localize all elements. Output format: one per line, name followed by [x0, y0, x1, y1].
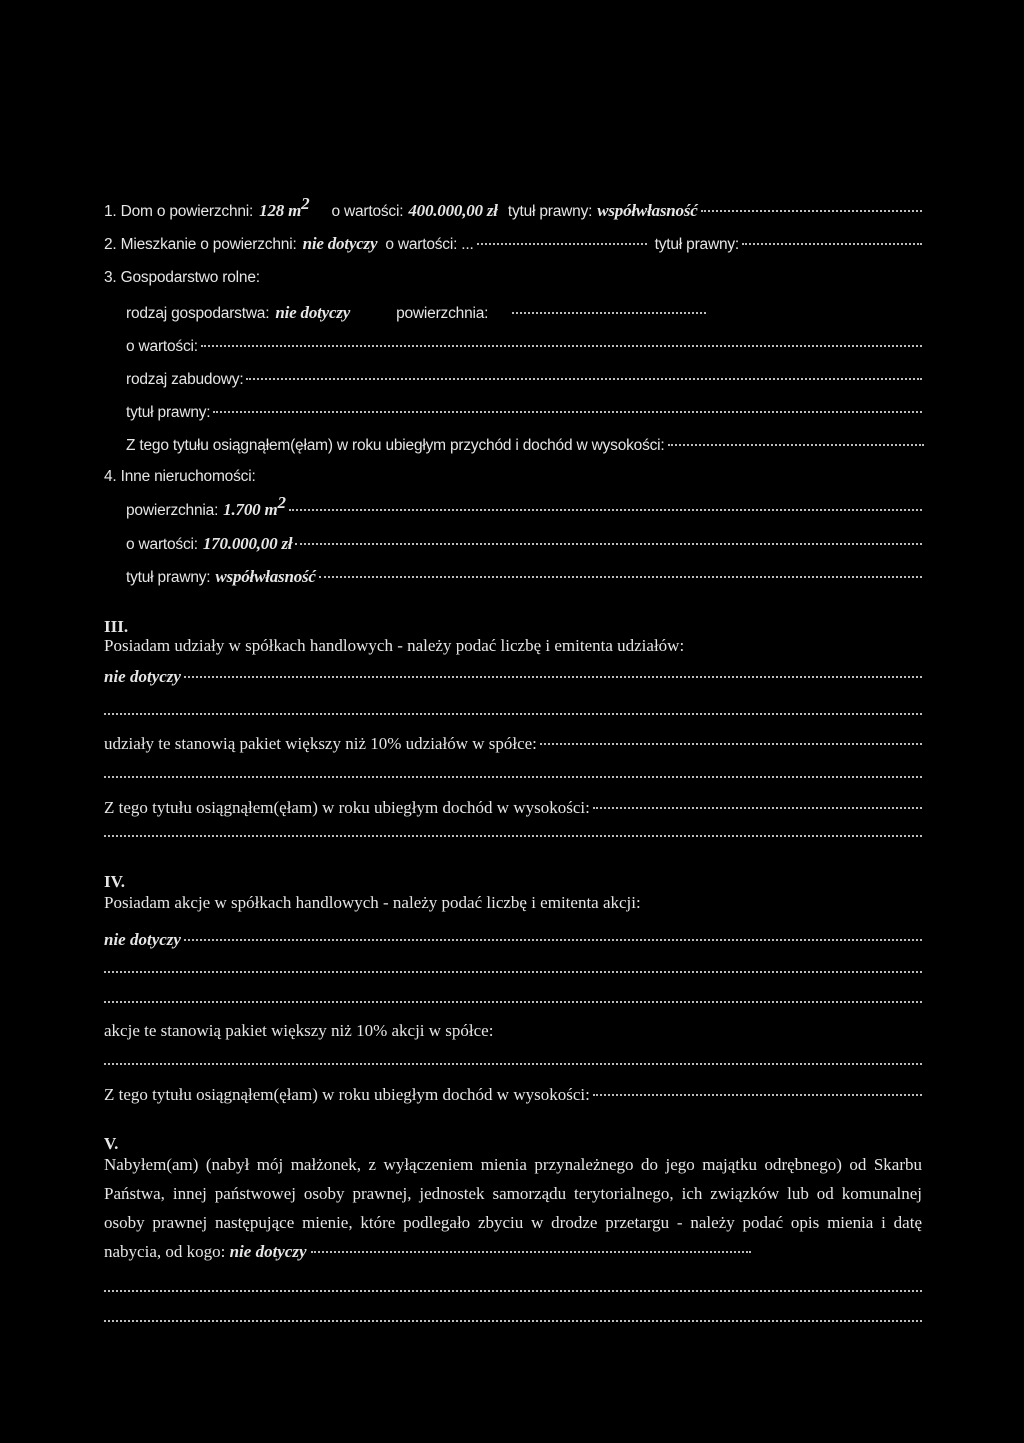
- farm-type-label: rodzaj gospodarstwa:: [126, 305, 270, 322]
- section-v-paragraph: [104, 1150, 922, 1266]
- dotted-line: [104, 971, 922, 973]
- section-iv-answer: nie dotyczy: [104, 930, 181, 949]
- dotted-leader: [701, 210, 922, 212]
- section-iii-answer-row: [104, 666, 922, 688]
- dotted-line: [104, 1063, 922, 1065]
- farm-type-row: [126, 302, 706, 324]
- farm-title-label: tytuł prawny:: [126, 404, 211, 421]
- flat-row: [104, 233, 922, 255]
- section-iii-income-label: Z tego tytułu osiągnąłem(ęłam) w roku ubiegłym dochód w wysokości:: [104, 798, 590, 817]
- dotted-line: [104, 835, 922, 837]
- section-iii-income-row: [104, 797, 922, 819]
- farm-income-row: [126, 435, 924, 457]
- house-value-label: o wartości:: [331, 203, 404, 220]
- dotted-line: [104, 1001, 922, 1003]
- dotted-leader: [201, 345, 922, 347]
- dotted-line: [104, 713, 922, 715]
- other-title-row: [126, 566, 922, 588]
- dotted-leader: [593, 807, 922, 809]
- dotted-leader: [512, 312, 706, 314]
- section-iv-heading: IV.: [104, 872, 125, 891]
- section-iii-answer: nie dotyczy: [104, 667, 181, 686]
- other-title: współwłasność: [215, 567, 316, 586]
- dotted-leader: [295, 543, 922, 545]
- section-iii-heading: III.: [104, 617, 129, 636]
- other-property-label: 4. Inne nieruchomości:: [104, 468, 256, 485]
- dotted-leader: [742, 243, 922, 245]
- dotted-leader: [289, 509, 922, 511]
- farm-title-row: [126, 402, 922, 424]
- flat-area: nie dotyczy: [302, 234, 378, 253]
- flat-value-label: o wartości: ...: [385, 236, 474, 253]
- dotted-leader: [593, 1094, 922, 1096]
- section-iv-intro: Posiadam akcje w spółkach handlowych - należy podać liczbę i emitenta akcji:: [104, 893, 641, 912]
- farm-value-label: o wartości:: [126, 338, 198, 355]
- section-iv-stake-label: akcje te stanowią pakiet większy niż 10% akcji w spółce:: [104, 1021, 494, 1040]
- other-area: 1.700 $m^2$: [223, 493, 286, 519]
- flat-label: 2. Mieszkanie o powierzchni:: [104, 236, 297, 253]
- dotted-leader: [668, 444, 924, 446]
- dotted-leader: [246, 378, 922, 380]
- other-area-label: powierzchnia:: [126, 502, 219, 519]
- other-area-row: [126, 493, 922, 521]
- section-v-heading: V.: [104, 1134, 119, 1153]
- farm-value-row: [126, 336, 922, 358]
- section-iii-stake-row: [104, 733, 922, 755]
- house-value: 400.000,00 zł: [408, 201, 498, 220]
- house-title-label: tytuł prawny:: [507, 203, 593, 220]
- dotted-line: [104, 1320, 922, 1322]
- dotted-leader: [184, 676, 922, 678]
- farm-type: nie dotyczy: [275, 303, 351, 322]
- farm-buildings-row: [126, 369, 922, 391]
- house-area: 128 $m^2$: [259, 194, 310, 220]
- other-value-row: [126, 533, 922, 555]
- dotted-leader: [311, 1251, 751, 1253]
- dotted-leader: [213, 411, 922, 413]
- dotted-line: [104, 776, 922, 778]
- section-v-text: Nabyłem(am) (nabył mój małżonek, z wyłączeniem mienia przynależnego do jego majątku odrębnego) od Skarbu Państwa, innej państwowej osoby prawnej, jednostek samorządu terytorialnego, ich związków lub od komunalnej osoby prawnej następujące mienie, które podlegało zbyciu w drodze przetargu - należy podać opis mienia i datę nabycia, od kogo:: [104, 1155, 922, 1261]
- other-value: 170.000,00 zł: [202, 534, 293, 553]
- section-iv-income-row: [104, 1084, 922, 1106]
- farm-area-label: powierzchnia:: [396, 305, 489, 322]
- house-row: [104, 194, 922, 222]
- farm-buildings-label: rodzaj zabudowy:: [126, 371, 244, 388]
- section-v-answer: nie dotyczy: [229, 1242, 307, 1261]
- dotted-leader: [540, 743, 922, 745]
- farm-income-label: Z tego tytułu osiągnąłem(ęłam) w roku ubiegłym przychód i dochód w wysokości:: [126, 437, 665, 454]
- flat-title-label: tytuł prawny:: [654, 236, 740, 253]
- other-value-label: o wartości:: [126, 536, 198, 553]
- section-iii-stake-label: udziały te stanowią pakiet większy niż 10% udziałów w spółce:: [104, 734, 537, 753]
- dotted-line: [104, 1290, 922, 1292]
- section-iv-answer-row: [104, 929, 922, 951]
- section-iv-income-label: Z tego tytułu osiągnąłem(ęłam) w roku ubiegłym dochód w wysokości:: [104, 1085, 590, 1104]
- section-iii-intro: Posiadam udziały w spółkach handlowych - należy podać liczbę i emitenta udziałów:: [104, 636, 685, 655]
- farm-label: 3. Gospodarstwo rolne:: [104, 269, 260, 286]
- dotted-leader: [477, 243, 647, 245]
- other-title-label: tytuł prawny:: [126, 569, 211, 586]
- dotted-leader: [319, 576, 922, 578]
- house-title: współwłasność: [597, 201, 698, 220]
- house-label: 1. Dom o powierzchni:: [104, 203, 254, 220]
- dotted-leader: [184, 939, 922, 941]
